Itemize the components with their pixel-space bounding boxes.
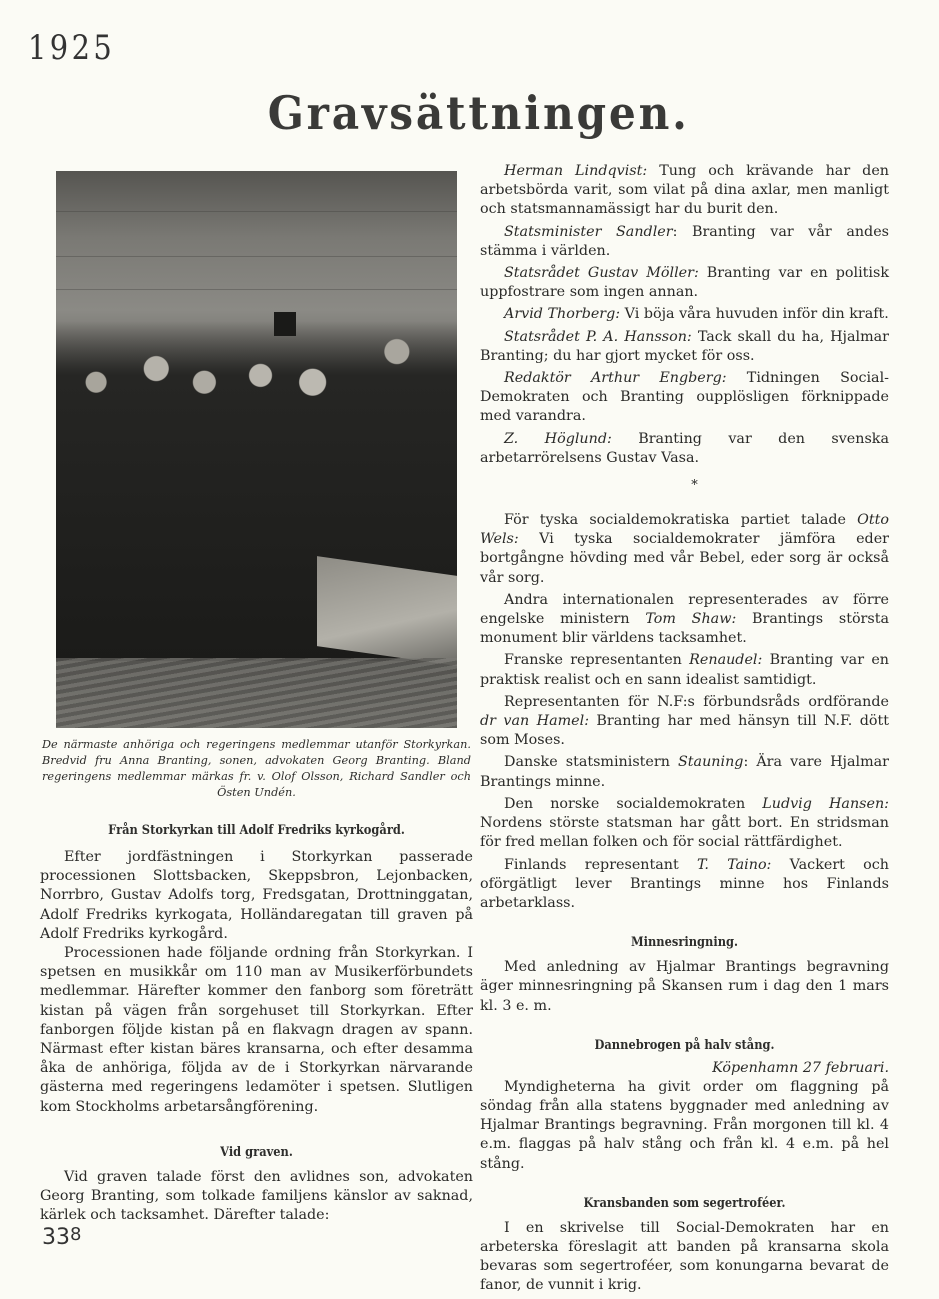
speech-entry: [480, 511, 889, 588]
speech-entry: [480, 856, 889, 914]
speech-entry: [480, 264, 889, 302]
speech-text: Branting var en politisk uppfostrare som ingen annan.: [480, 265, 889, 301]
speech-text: Branting har med hänsyn till N.F. dött som Moses.: [480, 713, 889, 749]
speech-entry: [480, 753, 889, 791]
speech-text: Vi böja våra huvuden inför din kraft.: [620, 306, 889, 323]
section-heading-dannebrogen: Dannebrogen på halv stång.: [594, 1037, 775, 1053]
speaker-name: Tom Shaw:: [645, 611, 737, 628]
speaker-name: Arvid Thorberg:: [504, 306, 621, 323]
speech-intro: Representanten för N.F:s förbundsråds ordförande: [504, 693, 889, 710]
speech-entry: [480, 328, 889, 366]
speaker-name: Statsrådet P. A. Hansson:: [504, 328, 692, 345]
vid-graven-text: [40, 1168, 473, 1226]
speech-text: : Ära vare Hjalmar Brantings minne.: [480, 754, 889, 790]
international-speeches: [480, 511, 889, 913]
page-title: Gravsättningen.: [267, 86, 690, 140]
photo-detail: [56, 211, 457, 212]
speech-entry: [480, 223, 889, 261]
speaker-name: Otto Wels:: [480, 512, 889, 548]
speech-text: Nordens störste statsman har gått bort. En stridsman för fred mellan folken och för social rättfärdighet.: [480, 815, 889, 851]
speech-entry: [480, 305, 889, 324]
speech-text: Branting var en praktisk realist och en sann idealist samtidigt.: [480, 652, 889, 688]
paragraph: Processionen hade följande ordning från Storkyrkan. I spetsen en musikkår om 110 man av Musikerförbundets medlemmar. Härefter kommer den fanborg som företrätt kistan på vägen från sorgehuset till Storkyrkan. Efter fanborgen följde kistan på en flakvagn dragen av spann. Närmast efter kistan bäres kransarna, och efter desamma åka de anhöriga, följda av de i Storkyrkan närvarande gästerna med regeringens ledamöter i spetsen. Slutligen kom Stockholms arbetarsångförening.: [40, 945, 473, 1115]
speech-text: Tidningen Social-Demokraten och Branting oupplösligen förknippade med varandra.: [480, 370, 889, 425]
paragraph: I en skrivelse till Social-Demokraten har en arbeterska föreslagit att banden på kransarna skola bevaras som segertroféer, som konungarna bevarat de fanor, de vunnit i krig.: [480, 1219, 889, 1294]
page-number: [42, 1224, 81, 1250]
funeral-photograph: [56, 171, 457, 728]
photo-street: [56, 658, 457, 728]
photo-detail: [56, 256, 457, 257]
speech-intro: Finlands representant: [504, 856, 697, 873]
dateline: Köpenhamn 27 februari.: [712, 1059, 889, 1076]
paragraph: Med anledning av Hjalmar Brantings begravning äger minnesringning på Skansen rum i dag den 1 mars kl. 3 e. m.: [480, 959, 889, 1014]
speech-text: Branting var den svenska arbetarrörelsens Gustav Vasa.: [480, 430, 889, 466]
speech-entry: [480, 795, 889, 853]
speech-intro: Den norske socialdemokraten: [504, 795, 763, 812]
speech-text: Tung och krävande har den arbetsbörda varit, som vilat på dina axlar, men manligt och statsmannamässigt har du burit den.: [480, 163, 889, 218]
photo-detail: [56, 289, 457, 290]
speaker-name: Herman Lindqvist:: [504, 163, 648, 179]
paragraph: Efter jordfästningen i Storkyrkan passerade processionen Slottsbacken, Skeppsbron, Lejonbacken, Norrbro, Gustav Adolfs torg, Fredsgatan, Drottninggatan, Adolf Fredriks kyrkogata, Holländaregatan till graven på Adolf Fredriks kyrkogård.: [40, 849, 473, 942]
photo-top-hat: [274, 312, 296, 336]
speech-entry: [480, 693, 889, 751]
speaker-name: Stauning: [678, 754, 744, 771]
paragraph: Vid graven talade först den avlidnes son, advokaten Georg Branting, som tolkade familjens känslor av saknad, kärlek och tacksamhet. Därefter talade:: [40, 1168, 473, 1224]
page-number-digits: 33: [42, 1225, 70, 1250]
speech-intro: Franske representanten: [504, 652, 690, 669]
paragraph: Myndigheterna ha givit order om flaggning på söndag från alla statens byggnader med anledning av Hjalmar Brantings begravning. Från morgonen till kl. 4 e.m. flaggas på halv stång och från kl. 4 e.m. på hel stång.: [480, 1078, 889, 1172]
speaker-name: dr van Hamel:: [480, 713, 590, 730]
photo-caption: De närmaste anhöriga och regeringens medlemmar utanför Storkyrkan. Bredvid fru Anna Branting, sonen, advokaten Georg Branting. Bland regeringens medlemmar märkas fr. v. Olof Olsson, Richard Sandler och Östen Undén.: [42, 738, 471, 799]
speech-list: [480, 162, 889, 468]
speaker-name: T. Taino:: [696, 856, 772, 873]
speaker-name: Redaktör Arthur Engberg:: [504, 370, 727, 387]
speaker-name: Z. Höglund:: [504, 430, 612, 447]
speech-entry: [480, 651, 889, 689]
speaker-name: Renaudel:: [689, 652, 763, 669]
speech-entry: [480, 591, 889, 649]
section-heading-minnesringning: Minnesringning.: [630, 935, 739, 951]
right-column: [480, 162, 889, 1299]
speech-intro: För tyska socialdemokratiska partiet talade: [504, 512, 858, 529]
speaker-name: Statsrådet Gustav Möller:: [504, 265, 699, 282]
speech-text: Brantings största monument blir världens tacksamhet.: [480, 611, 889, 647]
section-separator: *: [691, 478, 698, 494]
speech-text: Tack skall du ha, Hjalmar Branting; du har gjort mycket för oss.: [480, 328, 889, 364]
section-heading-procession: Från Storkyrkan till Adolf Fredriks kyrkogård.: [108, 823, 405, 838]
speech-text: : Branting var vår andes stämma i världen.: [480, 223, 889, 259]
section-heading-vid-graven: Vid graven.: [220, 1144, 293, 1160]
speech-text: Vi tyska socialdemokrater jämföra eder bortgångne hövding med vår Bebel, eder sorg är också vår sorg.: [480, 531, 889, 586]
speech-intro: Andra internationalen representerades av förre engelske ministern: [480, 591, 889, 628]
speech-entry: [480, 369, 889, 427]
speech-text: Vackert och oförgätligt lever Brantings minne hos Finlands arbetarklass.: [480, 856, 889, 911]
page-number-last-digit: 8: [70, 1224, 82, 1245]
year-heading: 1925: [28, 28, 116, 68]
speech-entry: [480, 430, 889, 468]
speech-intro: Danske statsministern: [504, 754, 679, 771]
speech-entry: [480, 162, 889, 220]
speaker-name: Statsminister Sandler: [504, 223, 673, 240]
section-heading-kransbanden: Kransbanden som segertroféer.: [583, 1195, 786, 1211]
procession-text: [40, 848, 473, 1117]
left-column: [40, 171, 473, 1225]
speaker-name: Ludvig Hansen:: [762, 795, 889, 812]
